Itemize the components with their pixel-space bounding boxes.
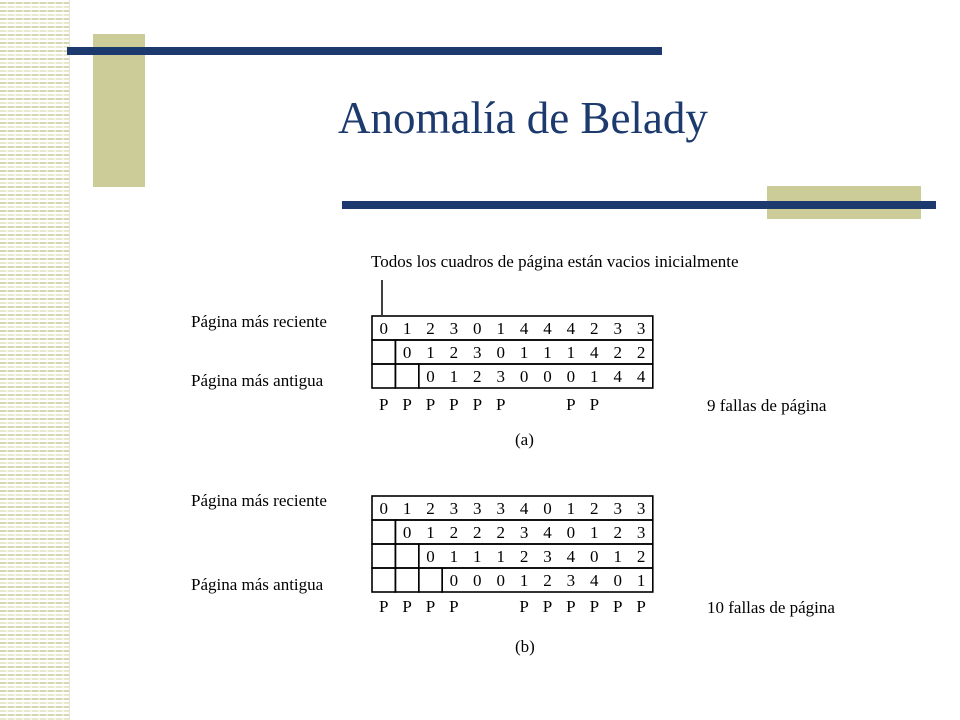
a-caption: (a)	[515, 430, 534, 449]
b-fault-marker: P	[589, 597, 600, 616]
a-cell-value: 3	[449, 319, 459, 338]
a-cell-value: 0	[379, 319, 388, 338]
b-cell-value: 3	[636, 499, 646, 518]
a-cell-value: 2	[636, 343, 646, 362]
b-cell-value: 4	[590, 571, 599, 590]
a-cell-value: 1	[566, 343, 576, 362]
b-cell-value: 1	[426, 523, 435, 542]
b-row-frame	[372, 496, 653, 520]
b-empty-cell	[395, 544, 418, 568]
b-cell-value: 2	[613, 523, 622, 542]
a-cell-value: 4	[519, 319, 529, 338]
b-cell-value: 1	[402, 499, 412, 518]
a-fault-marker: P	[495, 395, 506, 414]
a-label-oldest: Página más antigua	[191, 371, 324, 390]
b-label-oldest: Página más antigua	[191, 575, 324, 594]
b-cell-value: 0	[473, 571, 482, 590]
b-empty-cell	[372, 520, 395, 544]
a-cell-value: 2	[613, 343, 622, 362]
a-cell-value: 2	[426, 319, 435, 338]
b-empty-cell	[372, 568, 395, 592]
b-cell-value: 1	[473, 547, 482, 566]
a-cell-value: 0	[519, 367, 529, 386]
b-fault-marker: P	[402, 597, 412, 616]
b-cell-value: 1	[590, 523, 599, 542]
a-cell-value: 1	[426, 343, 435, 362]
b-cell-value: 0	[590, 547, 599, 566]
b-cell-value: 3	[613, 499, 622, 518]
b-empty-cell	[372, 544, 395, 568]
b-cell-value: 2	[543, 571, 552, 590]
a-cell-value: 1	[449, 367, 459, 386]
b-cell-value: 4	[519, 499, 529, 518]
b-fault-marker: P	[449, 597, 459, 616]
a-cell-value: 1	[590, 367, 599, 386]
a-cell-value: 0	[473, 319, 482, 338]
b-caption: (b)	[515, 637, 535, 656]
initial-empty-caption: Todos los cuadros de página están vacios inicialmente	[371, 252, 739, 271]
a-cell-value: 1	[496, 319, 505, 338]
a-empty-cell	[395, 364, 418, 388]
b-cell-value: 1	[519, 571, 529, 590]
b-cell-value: 4	[543, 523, 552, 542]
a-fault-marker: P	[402, 395, 412, 414]
b-cell-value: 2	[496, 523, 505, 542]
a-cell-value: 0	[496, 343, 505, 362]
a-cell-value: 4	[543, 319, 552, 338]
b-fault-marker: P	[378, 597, 389, 616]
a-fault-marker: P	[425, 395, 436, 414]
b-cell-value: 0	[496, 571, 505, 590]
a-cell-value: 2	[449, 343, 459, 362]
a-fault-marker: P	[378, 395, 389, 414]
b-fault-marker: P	[425, 597, 436, 616]
b-cell-value: 2	[473, 523, 482, 542]
b-cell-value: 3	[543, 547, 552, 566]
a-cell-value: 3	[636, 319, 646, 338]
b-fault-summary: 10 fallas de página	[707, 598, 835, 617]
b-cell-value: 3	[566, 571, 576, 590]
b-cell-value: 0	[543, 499, 552, 518]
b-cell-value: 2	[590, 499, 599, 518]
b-cell-value: 1	[449, 547, 459, 566]
a-cell-value: 4	[636, 367, 646, 386]
a-cell-value: 3	[496, 367, 505, 386]
b-empty-cell	[395, 568, 418, 592]
a-cell-value: 1	[519, 343, 529, 362]
a-fault-marker: P	[472, 395, 483, 414]
a-cell-value: 4	[566, 319, 576, 338]
b-empty-cell	[419, 568, 442, 592]
grid-b	[372, 496, 653, 616]
b-cell-value: 3	[449, 499, 459, 518]
b-cell-value: 2	[519, 547, 529, 566]
a-cell-value: 1	[402, 319, 412, 338]
a-label-recent: Página más reciente	[191, 312, 327, 331]
a-cell-value: 4	[613, 367, 622, 386]
b-cell-value: 2	[636, 547, 646, 566]
a-empty-cell	[372, 340, 395, 364]
a-fault-marker: P	[566, 395, 576, 414]
a-cell-value: 0	[426, 367, 435, 386]
b-cell-value: 1	[566, 499, 576, 518]
b-cell-value: 0	[613, 571, 622, 590]
a-cell-value: 3	[613, 319, 622, 338]
b-fault-marker: P	[542, 597, 553, 616]
a-fault-summary: 9 fallas de página	[707, 396, 827, 415]
a-cell-value: 0	[543, 367, 552, 386]
b-cell-value: 0	[426, 547, 435, 566]
b-fault-marker: P	[519, 597, 529, 616]
b-cell-value: 1	[496, 547, 505, 566]
a-cell-value: 0	[566, 367, 576, 386]
grid-a	[372, 316, 653, 414]
b-label-recent: Página más reciente	[191, 491, 327, 510]
b-cell-value: 1	[613, 547, 622, 566]
b-cell-value: 0	[566, 523, 576, 542]
a-cell-value: 4	[590, 343, 599, 362]
b-cell-value: 4	[566, 547, 576, 566]
b-cell-value: 3	[496, 499, 505, 518]
b-cell-value: 1	[636, 571, 646, 590]
b-fault-marker: P	[612, 597, 623, 616]
a-cell-value: 3	[473, 343, 482, 362]
b-cell-value: 2	[449, 523, 459, 542]
a-cell-value: 2	[590, 319, 599, 338]
b-cell-value: 0	[379, 499, 388, 518]
a-cell-value: 2	[473, 367, 482, 386]
a-cell-value: 1	[543, 343, 552, 362]
a-cell-value: 0	[402, 343, 412, 362]
a-row-frame	[372, 316, 653, 340]
b-cell-value: 0	[402, 523, 412, 542]
b-cell-value: 0	[449, 571, 459, 590]
b-fault-marker: P	[566, 597, 576, 616]
a-empty-cell	[372, 364, 395, 388]
b-cell-value: 3	[636, 523, 646, 542]
b-cell-value: 3	[473, 499, 482, 518]
b-cell-value: 3	[519, 523, 529, 542]
a-fault-marker: P	[449, 395, 459, 414]
b-cell-value: 2	[426, 499, 435, 518]
a-fault-marker: P	[589, 395, 600, 414]
b-fault-marker: P	[636, 597, 646, 616]
slide-title: Anomalía de Belady	[338, 93, 708, 143]
